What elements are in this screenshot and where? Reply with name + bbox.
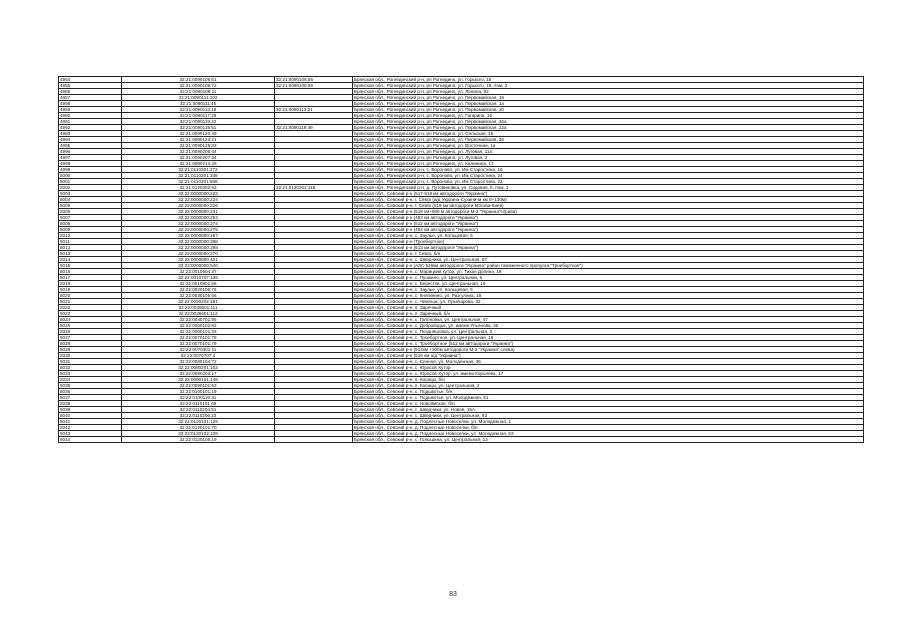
row-number-cell: 4995 — [59, 143, 122, 149]
row-number-cell: 5032 — [59, 365, 122, 371]
address-cell: Брянская обл., Рогнединский р-н, рп Рогнедино, ул. Первомайская, 26а — [353, 119, 864, 125]
address-cell: Брянская обл., Севский р-н, п. Заречный — [353, 305, 864, 311]
address-cell: Брянская обл., Севский р-н, с. Юрасов Хутор, ул. имени Королева, 17 — [353, 371, 864, 377]
cadastral-number-cell: 32:22:0120101:70 — [122, 425, 275, 431]
cadastral-number-cell: 32:22:0030202:181 — [122, 299, 275, 305]
row-number-cell: 5033 — [59, 371, 122, 377]
cadastral-number-cell: 32:22:0000000:421 — [122, 257, 275, 263]
cadastral-number-cell: 32:22:0080202:17 — [122, 371, 275, 377]
row-number-cell: 5001 — [59, 179, 122, 185]
address-cell: Брянская обл., Севский р-н, с. Марицкий хутор, ул. Тихая Долина, 19 — [353, 269, 864, 275]
address-cell: Брянская обл., Севский р-н, с. Поздняшовка, ул. Центральная, 3 — [353, 329, 864, 335]
cadastral-number-cell: 32:22:0000000:287 — [122, 233, 275, 239]
row-number-cell: 5043 — [59, 431, 122, 437]
address-cell: Брянская обл., Севский р-н, с. Троебортное (512 км автодороги "Украина") — [353, 341, 864, 347]
row-number-cell: 5007 — [59, 215, 122, 221]
address-cell: Брянская обл., Севский р-н, с. Заулье, ул. Кольцевая, 5 — [353, 233, 864, 239]
row-number-cell: 5005 — [59, 203, 122, 209]
address-cell: Брянская обл., Севский р-н, д. Подлесные Новоселки, ул. Молодежная, 53 — [353, 431, 864, 437]
address-cell: Брянская обл., Рогнединский р-н, с. Вороново, ул. Им Старостина, 24 — [353, 173, 864, 179]
address-cell: Брянская обл., Севский р-н, г. Севск, б/н — [353, 251, 864, 257]
cadastral-number-cell: 32:22:0000000:224 — [122, 197, 275, 203]
address-cell: Брянская обл., Севский р-н, с. Шведчики, ул. Центральная, 93 — [353, 413, 864, 419]
related-cadastral-number-cell: 32:21:0120202:118 — [275, 185, 353, 191]
cadastral-number-cell: 32:22:0080201:102 — [122, 365, 275, 371]
row-number-cell: 5021 — [59, 299, 122, 305]
address-cell: Брянская обл., Севский р-н, д. Подлесные Новоселки, ул. Молодежная, 1 — [353, 419, 864, 425]
address-cell: Брянская обл., Рогнединский р-н, д. Лутовиновка, ул. Садовая, 8, пом. 1 — [353, 185, 864, 191]
row-number-cell: 5027 — [59, 335, 122, 341]
row-number-cell: 5040 — [59, 413, 122, 419]
related-cadastral-number-cell: 32:21:0090119:49 — [275, 125, 353, 131]
cadastral-number-cell: 32:21:0090111:45 — [122, 101, 275, 107]
address-cell: Брянская обл., Севский р-н, с. Шведчики, ул. Центральная, 87 — [353, 257, 864, 263]
cadastral-number-cell: 32:21:0090123:21 — [122, 137, 275, 143]
address-cell: Брянская обл., Рогнединский р-н, рп Рогнедино, ул. Ленина, 82 — [353, 89, 864, 95]
address-cell: Брянская обл., Рогнединский р-н, рп Рогнедино, ул. Луговая, 2 — [353, 155, 864, 161]
row-number-cell: 5038 — [59, 401, 122, 407]
address-cell: Брянская обл., Севский р-н (512 км автодороги "Украина") — [353, 221, 864, 227]
address-cell: Брянская обл., Севский р-н, п. Заречный, б/н — [353, 311, 864, 317]
cadastral-number-cell: 32:22:0040701:95 — [122, 317, 275, 323]
related-cadastral-number-cell: 32:21:0090113:21 — [275, 107, 353, 113]
address-cell: Брянская обл., Рогнединский р-н, рп Рогнедино, ул. Первомайская, 1а — [353, 101, 864, 107]
row-number-cell: 5016 — [59, 269, 122, 275]
address-cell: Брянская обл., Севский р-н (483 км автодороги "Украина") — [353, 215, 864, 221]
register-table — [58, 76, 864, 443]
row-number-cell: 5020 — [59, 293, 122, 299]
address-cell: Брянская обл., Севский р-н, с. Доброводье, ул. имени Ульянова, 35 — [353, 323, 864, 329]
address-cell: Брянская обл., Рогнединский р-н, рп Рогнедино, ул. Горького, 15, пом. 3 — [353, 83, 864, 89]
cadastral-number-cell: 32:22:0000000:223 — [122, 191, 275, 197]
row-number-cell: 5036 — [59, 389, 122, 395]
cadastral-number-cell: 32:21:0090106:72 — [122, 83, 275, 89]
row-number-cell: 4996 — [59, 149, 122, 155]
address-cell: Брянская обл., Севский р-н, с. Чемлыж, ул. Луначарова, 32 — [353, 299, 864, 305]
cadastral-number-cell: 32:22:0000000:274 — [122, 221, 275, 227]
address-cell: Брянская обл., Севский р-н, с. Княгинино, ул. Разгулина, 18 — [353, 293, 864, 299]
cadastral-number-cell: 32:22:0000000:289 — [122, 245, 275, 251]
row-number-cell: 5002 — [59, 185, 122, 191]
cadastral-number-cell: 32:21:0090106:61 — [122, 77, 275, 83]
address-cell: Брянская обл., Севский р-н (484 км автодороги "Украина") — [353, 227, 864, 233]
row-number-cell: 4958 — [59, 101, 122, 107]
row-number-cell: 5014 — [59, 257, 122, 263]
row-number-cell: 5042 — [59, 425, 122, 431]
address-cell: Брянская обл., Севский р-н (515 км+900 м автодороги М-3 "Украина"справа) — [353, 209, 864, 215]
row-number-cell: 5009 — [59, 227, 122, 233]
row-number-cell: 5031 — [59, 359, 122, 365]
address-cell: Брянская обл., Севский р-н, с. Сенное, ул. Молодежная, 36 — [353, 359, 864, 365]
row-number-cell: 4999 — [59, 167, 122, 173]
address-cell: Брянская обл., Севский р-н (Троебортное) — [353, 239, 864, 245]
cadastral-number-cell: 32:21:0090125:33 — [122, 143, 275, 149]
address-cell: Брянская обл., Севский р-н (513 км автодороги "Украина") — [353, 245, 864, 251]
row-number-cell: 4991 — [59, 119, 122, 125]
address-cell: Брянская обл., Севский р-н, д. Подлесные Новоселки, б/н — [353, 425, 864, 431]
related-cadastral-number-cell: 32:21:0090106:56 — [275, 77, 353, 83]
cadastral-number-cell: 32:21:0090206:44 — [122, 149, 275, 155]
row-number-cell: 5017 — [59, 275, 122, 281]
row-number-cell: 4997 — [59, 155, 122, 161]
cadastral-number-cell: 32:21:0090108:11 — [122, 89, 275, 95]
address-cell: Брянская обл., Севский р-н, с. Троебортное, ул. Центральная, 18 — [353, 335, 864, 341]
row-number-cell: 5039 — [59, 407, 122, 413]
cadastral-number-cell: 32:22:0000000:540 — [122, 263, 275, 269]
cadastral-number-cell: 32:21:0090207:34 — [122, 155, 275, 161]
cadastral-number-cell: 32:21:0110301:556 — [122, 179, 275, 185]
cadastral-number-cell: 32:22:0110101:69 — [122, 401, 275, 407]
row-number-cell: 5035 — [59, 383, 122, 389]
cadastral-number-cell: 32:21:0090214:28 — [122, 161, 275, 167]
row-number-cell: 5004 — [59, 197, 122, 203]
cadastral-number-cell: 32:22:0120101:129 — [122, 419, 275, 425]
address-cell: Брянская обл., Севский р-н, с. Шведчики, ул. Новая, 15А — [353, 407, 864, 413]
row-number-cell: 5003 — [59, 191, 122, 197]
cadastral-number-cell: 32:22:0080104:72 — [122, 359, 275, 365]
row-number-cell: 5025 — [59, 323, 122, 329]
row-number-cell: 4954 — [59, 77, 122, 83]
cadastral-number-cell: 32:22:0120106:19 — [122, 437, 275, 443]
table-row — [59, 437, 864, 443]
address-cell: Брянская обл., Рогнединский р-н, рп Рогнедино, ул. Первомайская, 36 — [353, 137, 864, 143]
cadastral-number-cell: 32:21:0120202:53 — [122, 185, 275, 191]
related-cadastral-number-cell: 32:21:0090106:55 — [275, 83, 353, 89]
cadastral-number-cell: 32:21:0090120:49 — [122, 131, 275, 137]
cadastral-number-cell: 32:22:0020106:76 — [122, 287, 275, 293]
row-number-cell: 4992 — [59, 125, 122, 131]
cadastral-number-cell: 32:22:0000000:275 — [122, 227, 275, 233]
row-number-cell: 5012 — [59, 245, 122, 251]
cadastral-number-cell: 32:22:0100116:31 — [122, 395, 275, 401]
related-cadastral-number-cell — [275, 437, 353, 443]
address-cell: Брянская обл., Рогнединский р-н, с. Вороново, ул. Им Старостина, 18 — [353, 167, 864, 173]
address-cell: Брянская обл., Севский р-н (514км +300м автодороги М-3 "Украина" слева) — [353, 347, 864, 353]
cadastral-number-cell: 32:21:0110301:349 — [122, 173, 275, 179]
cadastral-number-cell: 32:22:0060101:33 — [122, 329, 275, 335]
cadastral-number-cell: 32:22:0070301:11 — [122, 347, 275, 353]
row-number-cell: 5037 — [59, 395, 122, 401]
row-number-cell: 5044 — [59, 437, 122, 443]
row-number-cell: 5015 — [59, 263, 122, 269]
cadastral-number-cell: 32:22:0050102:82 — [122, 323, 275, 329]
cadastral-number-cell: 32:22:0036601:112 — [122, 311, 275, 317]
cadastral-number-cell: 32:22:0010707:136 — [122, 275, 275, 281]
address-cell: Брянская обл., Рогнединский р-н, рп Рогнедино, ул. Сельская, 15 — [353, 131, 864, 137]
cadastral-number-cell: 32:22:0090101:53 — [122, 383, 275, 389]
row-number-cell: 5018 — [59, 281, 122, 287]
cadastral-number-cell: 32:22:0110204:51 — [122, 407, 275, 413]
cadastral-number-cell: 32:22:0110206:23 — [122, 413, 275, 419]
cadastral-number-cell: 32:22:0000000:270 — [122, 251, 275, 257]
cadastral-number-cell: 32:22:0100101:19 — [122, 389, 275, 395]
cadastral-number-cell: 32:22:0000000:226 — [122, 203, 275, 209]
row-number-cell: 5000 — [59, 173, 122, 179]
address-cell: Брянская обл., Севский р-н, п. Косицы, б/н — [353, 377, 864, 383]
cadastral-number-cell: 32:22:0000000:253 — [122, 215, 275, 221]
address-cell: Брянская обл., Севский р-н, с. Новоямское, б/н — [353, 401, 864, 407]
address-cell: Брянская обл., Севский р-н, с. Гапоновка, ул. Центральная, 47 — [353, 317, 864, 323]
cadastral-number-cell: 32:21:0090119:42 — [122, 119, 275, 125]
cadastral-number-cell: 32:22:0000000:231 — [122, 209, 275, 215]
address-cell: Брянская обл., Рогнединский р-н, рп Рогнедино, ул. Горького, 15 — [353, 77, 864, 83]
address-cell: Брянская обл., Рогнединский р-н, рп Рогнедино, ул. Первомайская, 10 — [353, 107, 864, 113]
row-number-cell: 5019 — [59, 287, 122, 293]
address-cell: Брянская обл., Севский р-н, с. Заулье, ул. Кольцевая, 5 — [353, 287, 864, 293]
row-number-cell: 5030 — [59, 353, 122, 359]
row-number-cell: 5006 — [59, 209, 122, 215]
cadastral-number-cell: 32:22:0070707:4 — [122, 353, 275, 359]
cadastral-number-cell: 32:22:0000000:288 — [122, 239, 275, 245]
row-number-cell: 4955 — [59, 83, 122, 89]
address-cell: Брянская обл., Севский р-н, с. Пушкино, ул. Центральная, 6 — [353, 275, 864, 281]
row-number-cell: 5028 — [59, 341, 122, 347]
cadastral-number-cell: 32:21:0090117:25 — [122, 113, 275, 119]
cadastral-number-cell: 32:22:0036601:111 — [122, 305, 275, 311]
cadastral-number-cell: 32:22:0090101:148 — [122, 377, 275, 383]
page-number: 83 — [449, 591, 457, 598]
address-cell: Брянская обл., Севский р-н (АЗС 516км автодороги "Украина" район таможенного пропуска "Троебортное") — [353, 263, 864, 269]
address-cell: Брянская обл., Севский р-н, с. Голышина, ул. Центральная, 13 — [353, 437, 864, 443]
row-number-cell: 5034 — [59, 377, 122, 383]
cadastral-number-cell: 32:22:0030105:66 — [122, 293, 275, 299]
row-number-cell: 4957 — [59, 95, 122, 101]
row-number-cell: 4994 — [59, 137, 122, 143]
cadastral-number-cell: 32:21:0110301:272 — [122, 167, 275, 173]
cadastral-number-cell: 32:22:0120102:109 — [122, 431, 275, 437]
address-cell: Брянская обл., Севский р-н, с. Подывотье, б/н — [353, 389, 864, 395]
address-cell: Брянская обл., Рогнединский р-н, рп Рогнедино, ул. Первомайская, 18 — [353, 95, 864, 101]
address-cell: Брянская обл., Севский р-н, г. Севск (а/д Украина-Сухиничи км 0+130м) — [353, 197, 864, 203]
address-cell: Брянская обл., Севский р-н, с. Юрасов Хутор — [353, 365, 864, 371]
row-number-cell: 5023 — [59, 311, 122, 317]
address-cell: Брянская обл., Севский р-н (517-518 км автодороги "Украина") — [353, 191, 864, 197]
cadastral-number-cell: 32:22:0070101:78 — [122, 335, 275, 341]
row-number-cell: 4990 — [59, 113, 122, 119]
row-number-cell: 4959 — [59, 107, 122, 113]
address-cell: Брянская обл., Севский р-н, с. Подывотье, ул. Молодежная, 51 — [353, 395, 864, 401]
address-cell: Брянская обл., Севский р-н, с. Берестки, ул. Центральная, 16 — [353, 281, 864, 287]
row-number-cell: 5010 — [59, 233, 122, 239]
address-cell: Брянская обл., Севский р-н, г. Севск (519 км автодороги Москва-Киев) — [353, 203, 864, 209]
address-cell: Брянская обл., Севский р-н (516 км а/д "Украина") — [353, 353, 864, 359]
row-number-cell: 5022 — [59, 305, 122, 311]
row-number-cell: 5011 — [59, 239, 122, 245]
row-number-cell: 5008 — [59, 221, 122, 227]
row-number-cell: 4956 — [59, 89, 122, 95]
row-number-cell: 5026 — [59, 329, 122, 335]
row-number-cell: 4993 — [59, 131, 122, 137]
register-table-body — [59, 77, 864, 443]
address-cell: Брянская обл., Рогнединский р-н, с. Вороново, ул. Им Старостина, 23 — [353, 179, 864, 185]
cadastral-number-cell: 32:21:0090119:51 — [122, 125, 275, 131]
cadastral-number-cell: 32:21:0090111:102 — [122, 95, 275, 101]
address-cell: Брянская обл., Севский р-н, п. Косицы, ул. Центральная, 2 — [353, 383, 864, 389]
cadastral-number-cell: 32:22:0010801:56 — [122, 281, 275, 287]
row-number-cell: 5024 — [59, 317, 122, 323]
row-number-cell: 5013 — [59, 251, 122, 257]
address-cell: Брянская обл., Рогнединский р-н, рп Рогнедино, ул. Калинина, 17 — [353, 161, 864, 167]
address-cell: Брянская обл., Рогнединский р-н, рп Рогнедино, ул. Первомайская, 22а — [353, 125, 864, 131]
cadastral-number-cell: 32:21:0090113:18 — [122, 107, 275, 113]
cadastral-number-cell: 32:22:0070101:79 — [122, 341, 275, 347]
row-number-cell: 5041 — [59, 419, 122, 425]
address-cell: Брянская обл., Рогнединский р-н, рп Рогнедино, ул. Луговая, 11а — [353, 149, 864, 155]
cadastral-number-cell: 32:22:0010604:37 — [122, 269, 275, 275]
row-number-cell: 5029 — [59, 347, 122, 353]
address-cell: Брянская обл., Рогнединский р-н, рп Рогнедино, ул. Восточная, 1а — [353, 143, 864, 149]
row-number-cell: 4998 — [59, 161, 122, 167]
address-cell: Брянская обл., Рогнединский р-н, рп Рогнедино, ул. Гагарина, 15 — [353, 113, 864, 119]
